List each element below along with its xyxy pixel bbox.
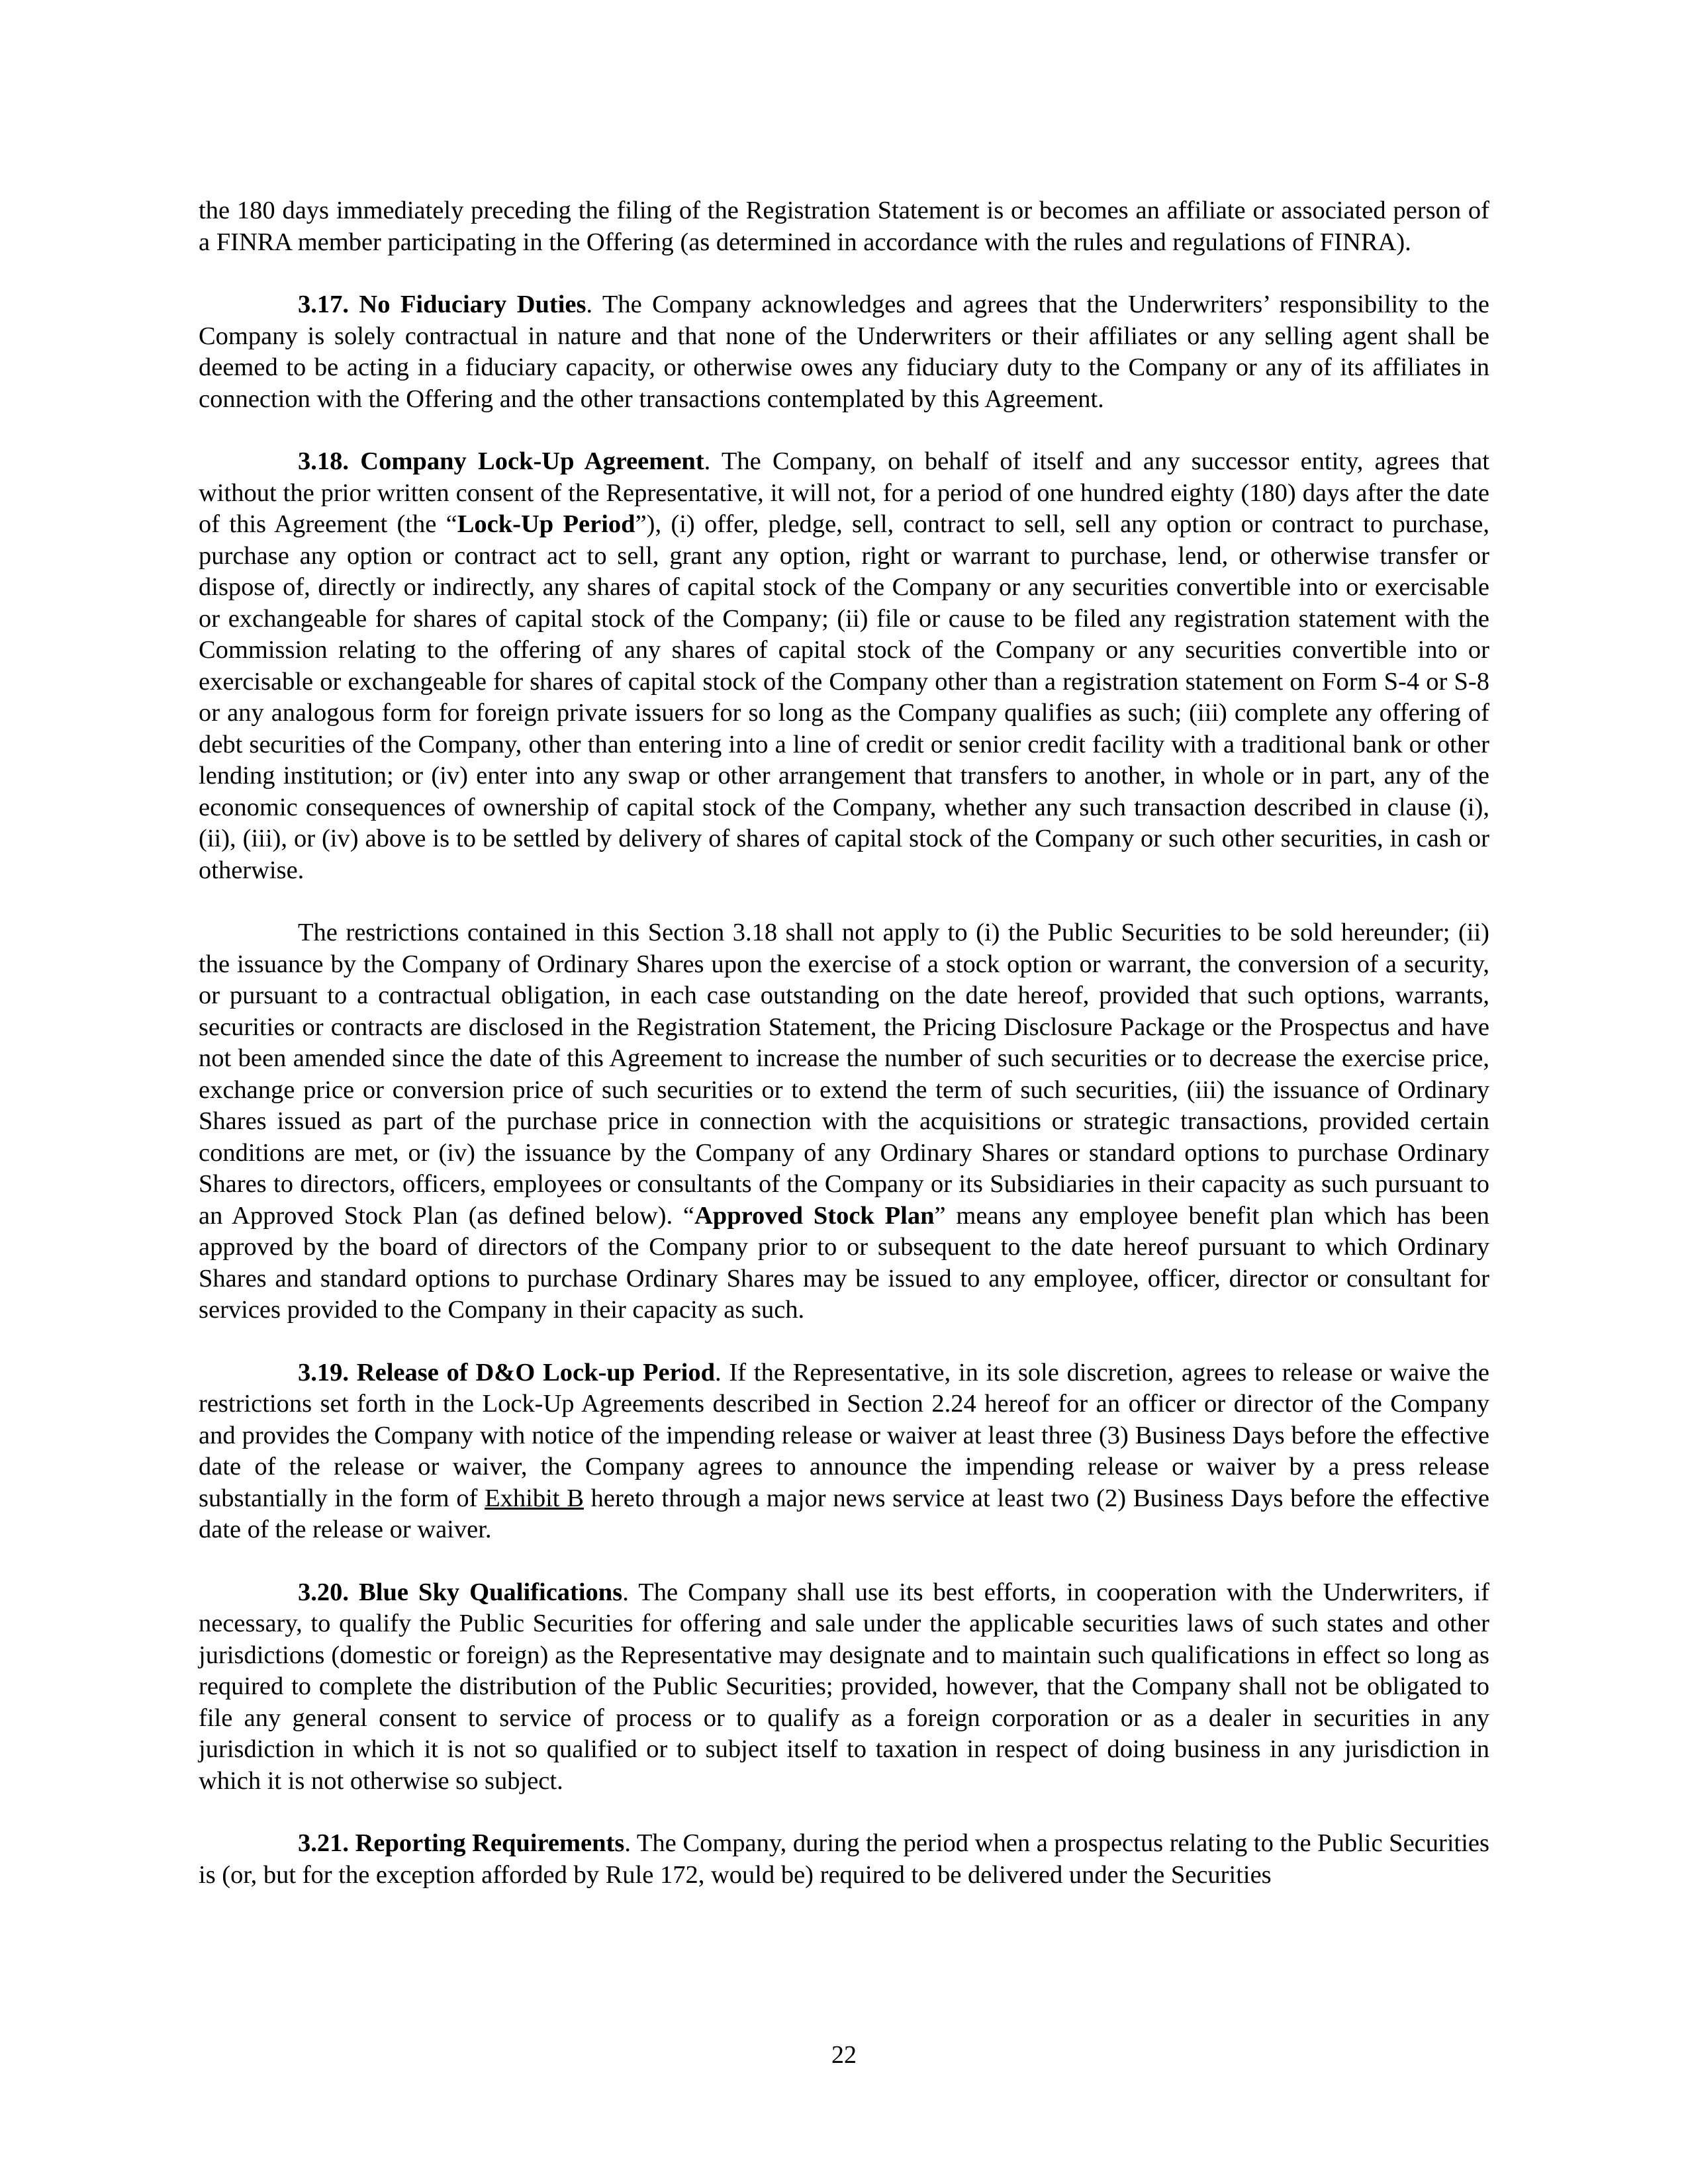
paragraph-text: the 180 days immediately preceding the filing of the Registration Statement is or becomes an affiliate or associated person of a FINRA member participating in the Offering (as determined in accordance with the rules and regulations of FINRA). [199, 197, 1489, 256]
defined-term: Approved Stock Plan [694, 1201, 935, 1230]
section-text: . The Company shall use its best efforts, in cooperation with the Underwriters, if necessary, to qualify the Public Securities for offering and sale under the applicable securities laws of such states and other jurisdictions (domestic or foreign) as the Representative may designate and to maintain such qualifications in effect so long as required to complete the distribution of the Public Securities; provided, however, that the Company shall not be obligated to file any general consent to service of process or to qualify as a foreign corporation or as a dealer in securities in any jurisdiction in which it is not so qualified or to subject itself to taxation in respect of doing business in any jurisdiction in which it is not otherwise so subject. [199, 1578, 1490, 1795]
section-text: . The Company, on behalf of itself and any successor entity, agrees that without the prior written consent of the Representative, it will not, for a period of one hundred eighty (180) days after the date of this Agreement (the “ [199, 447, 1489, 538]
section-heading: 3.20. Blue Sky Qualifications [298, 1578, 623, 1606]
section-text: ”), (i) offer, pledge, sell, contract to sell, sell any option or contract to purchase, purchase any option or contract act to sell, grant any option, right or warrant to purchase, lend, or otherwise transfer or dispose of, directly or indirectly, any shares of capital stock of the Company or any securities convertible into or exercisable or exchangeable for shares of capital stock of the Company; (ii) file or cause to be filed any registration statement with the Commission relating to the offering of any shares of capital stock of the Company or any securities convertible into or exercisable or exchangeable for shares of capital stock of the Company other than a registration statement on Form S-4 or S-8 or any analogous form for foreign private issuers for so long as the Company qualifies as such; (iii) complete any offering of debt securities of the Company, other than entering into a line of credit or senior credit facility with a traditional bank or other lending institution; or (iv) enter into any swap or other arrangement that transfers to another, in whole or in part, any of the economic consequences of ownership of capital stock of the Company, whether any such transaction described in clause (i), (ii), (iii), or (iv) above is to be settled by delivery of shares of capital stock of the Company or such other securities, in cash or otherwise. [199, 510, 1489, 884]
section-3-17 [199, 289, 1489, 415]
section-3-18 [199, 446, 1489, 886]
page-number: 22 [831, 2041, 857, 2069]
section-text: . The Company, during the period when a prospectus relating to the Public Securities is (or, but for the exception afforded by Rule 172, would be) required to be delivered under the Securities [199, 1829, 1490, 1889]
section-text: hereto through a major news service at least two (2) Business Days before the effective date of the release or waiver. [199, 1484, 1489, 1543]
paragraph-continuation [199, 195, 1489, 258]
section-3-21 [199, 1828, 1489, 1891]
section-text: . The Company acknowledges and agrees that the Underwriters’ responsibility to the Company is solely contractual in nature and that none of the Underwriters or their affiliates or any selling agent shall be deemed to be acting in a fiduciary capacity, or otherwise owes any fiduciary duty to the Company or any of its affiliates in connection with the Offering and the other transactions contemplated by this Agreement. [199, 291, 1489, 413]
paragraph-text: The restrictions contained in this Section 3.18 shall not apply to (i) the Public Securities to be sold hereunder; (ii) the issuance by the Company of Ordinary Shares upon the exercise of a stock option or warrant, the conversion of a security, or pursuant to a contractual obligation, in each case outstanding on the date hereof, provided that such options, warrants, securities or contracts are disclosed in the Registration Statement, the Pricing Disclosure Package or the Prospectus and have not been amended since the date of this Agreement to increase the number of such securities or to decrease the exercise price, exchange price or conversion price of such securities or to extend the term of such securities, (iii) the issuance of Ordinary Shares issued as part of the purchase price in connection with the acquisitions or strategic transactions, provided certain conditions are met, or (iv) the issuance by the Company of any Ordinary Shares or standard options to purchase Ordinary Shares to directors, officers, employees or consultants of the Company or its Subsidiaries in their capacity as such pursuant to an Approved Stock Plan (as defined below). “ [199, 919, 1489, 1230]
paragraph-text: ” means any employee benefit plan which has been approved by the board of directors of the Company prior to or subsequent to the date hereof pursuant to which Ordinary Shares and standard options to purchase Ordinary Shares may be issued to any employee, officer, director or consultant for services provided to the Company in their capacity as such. [199, 1201, 1489, 1324]
defined-term: Lock-Up Period [457, 510, 635, 538]
section-heading: 3.18. Company Lock-Up Agreement [298, 447, 704, 475]
section-3-20 [199, 1577, 1489, 1797]
section-heading: 3.21. Reporting Requirements [298, 1829, 625, 1857]
section-heading: 3.19. Release of D&O Lock-up Period [298, 1358, 716, 1387]
document-body [199, 195, 1489, 1922]
section-heading: 3.17. No Fiduciary Duties [298, 291, 586, 318]
section-3-19 [199, 1357, 1489, 1546]
section-text: . If the Representative, in its sole discretion, agrees to release or waive the restrictions set forth in the Lock-Up Agreements described in Section 2.24 hereof for an officer or director of the Company and provides the Company with notice of the impending release or waiver at least three (3) Business Days before the effective date of the release or waiver, the Company agrees to announce the impending release or waiver by a press release substantially in the form of [199, 1358, 1490, 1512]
restrictions-paragraph [199, 917, 1489, 1326]
exhibit-b-reference: Exhibit B [485, 1484, 584, 1512]
